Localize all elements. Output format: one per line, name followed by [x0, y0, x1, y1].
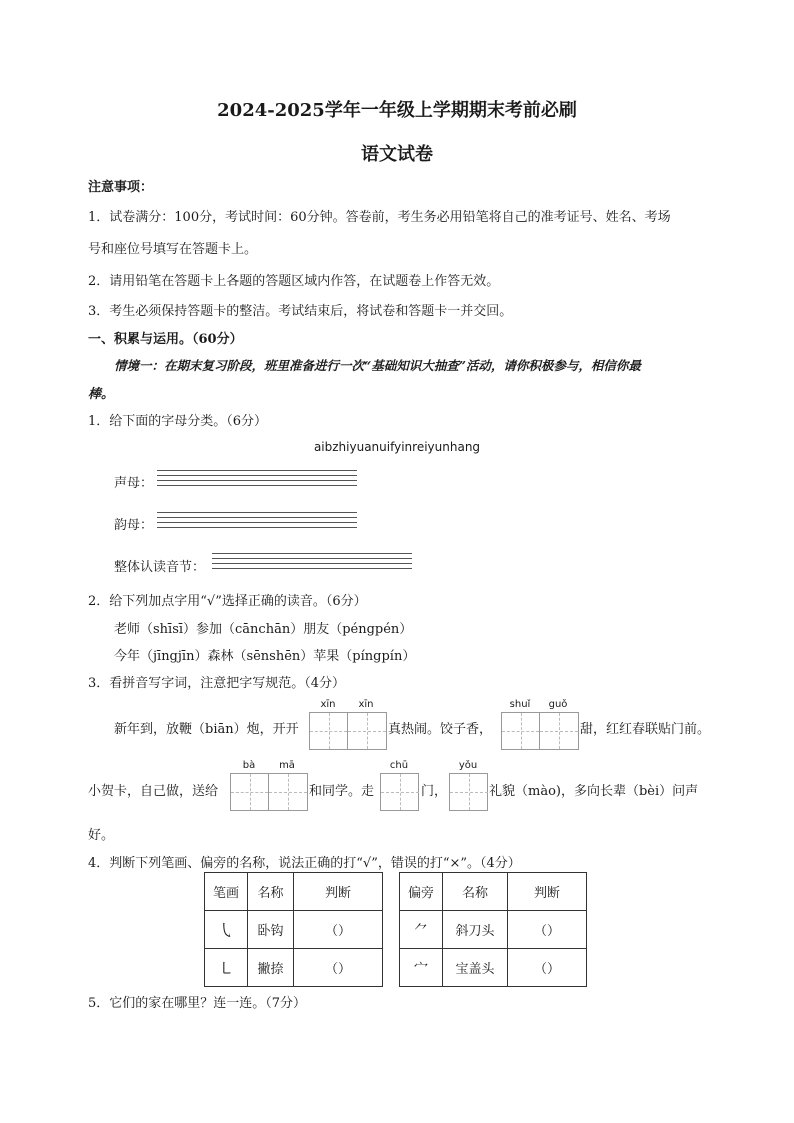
q3-text-1a: 新年到，放鞭（biān）炮，开开	[114, 722, 299, 737]
q3-text-2b: 和同学。走	[309, 784, 375, 799]
stroke-glyph-wogou: ㇂	[205, 911, 248, 949]
header-stroke: 笔画	[205, 873, 248, 911]
header-judge-left: 判断	[294, 873, 383, 911]
q3-text-1b: 真热闹。饺子香，	[388, 722, 493, 737]
header-radical: 偏旁	[400, 873, 443, 911]
q1-prompt: 1．给下面的字母分类。（6分）	[88, 414, 268, 429]
q4-table	[204, 872, 587, 987]
radical-glyph-xiedaotou: ⺈	[400, 911, 443, 949]
note-item-1b: 号和座位号填写在答题卡上。	[88, 242, 258, 257]
q3-prompt: 3．看拼音写字词，注意把字写规范。（4分）	[88, 676, 346, 691]
answer-lines-yunmu[interactable]	[157, 512, 357, 532]
stroke-name-wogou: 卧钩	[248, 911, 294, 949]
scenario-text-1: 情境一：在期末复习阶段，班里准备进行一次“基础知识大抽查”活动，请你积极参与，相信你最	[114, 358, 641, 373]
note-item-2: 2．请用铅笔在答题卡上各题的答题区域内作答，在试题卷上作答无效。	[88, 274, 500, 289]
label-shengmu: 声母：	[114, 476, 154, 491]
answer-lines-zhengti[interactable]	[212, 553, 412, 573]
header-name-left: 名称	[248, 873, 294, 911]
answer-lines-shengmu[interactable]	[157, 470, 357, 490]
judge-slot-piena[interactable]: （）	[294, 949, 383, 987]
radical-name-baogaitou: 宝盖头	[443, 949, 508, 987]
judge-slot-wogou[interactable]: （）	[294, 911, 383, 949]
page-title: 2024-2025学年一年级上学期期末考前必刷	[217, 100, 577, 121]
table-gap	[383, 873, 400, 911]
label-zhengti: 整体认读音节：	[114, 560, 206, 575]
judge-slot-xiedaotou[interactable]: （）	[508, 911, 587, 949]
note-item-1a: 1．试卷满分：100分，考试时间：60分钟。答卷前，考生务必用铅笔将自己的准考证号、姓名、考场	[88, 210, 671, 225]
section-heading: 一、积累与运用。（60分）	[88, 332, 243, 347]
judge-slot-baogaitou[interactable]: （）	[508, 949, 587, 987]
pinyin-ma: mā	[279, 760, 295, 771]
pinyin-you: yǒu	[458, 760, 478, 771]
q3-text-2a: 小贺卡，自己做，送给	[88, 784, 219, 799]
table-gap	[383, 949, 400, 987]
q3-text-2c: 门，	[421, 784, 448, 799]
write-grid-baba-mama[interactable]	[230, 773, 308, 811]
q3-text-1c: 甜，红红春联贴门前。	[580, 722, 711, 737]
pinyin-xin-2: xīn	[358, 699, 374, 710]
header-name-right: 名称	[443, 873, 508, 911]
pinyin-shui: shuǐ	[509, 699, 531, 710]
stroke-name-piena: 撇捺	[248, 949, 294, 987]
label-yunmu: 韵母：	[114, 518, 154, 533]
write-grid-xinxin[interactable]	[309, 712, 387, 750]
radical-glyph-baogaitou: 宀	[400, 949, 443, 987]
write-grid-shuiguo[interactable]	[501, 712, 579, 750]
q2-prompt: 2．给下列加点字用“√”选择正确的读音。（6分）	[88, 594, 367, 609]
q2-line-2: 今年（jīngjīn）森林（sēnshēn）苹果（píngpín）	[114, 649, 416, 664]
pinyin-chu: chū	[389, 760, 409, 771]
q1-letters: aibzhiyuanuifyinreiyunhang	[313, 440, 481, 454]
radical-name-xiedaotou: 斜刀头	[443, 911, 508, 949]
write-grid-chu[interactable]	[380, 773, 419, 811]
pinyin-guo: guǒ	[548, 699, 568, 710]
page-subtitle: 语文试卷	[361, 144, 433, 165]
pinyin-ba: bà	[242, 760, 256, 771]
header-judge-right: 判断	[508, 873, 587, 911]
q3-text-3: 好。	[88, 828, 115, 843]
q4-prompt: 4．判断下列笔画、偏旁的名称，说法正确的打“√”，错误的打“×”。（4分）	[88, 856, 521, 871]
stroke-glyph-piena: ㇄	[205, 949, 248, 987]
q2-line-1: 老师（shīsī）参加（cānchān）朋友（péngpén）	[114, 622, 413, 637]
pinyin-xin-1: xīn	[320, 699, 336, 710]
q5-prompt: 5．它们的家在哪里？连一连。（7分）	[88, 996, 307, 1011]
notes-heading: 注意事项：	[88, 180, 154, 195]
table-gap	[383, 911, 400, 949]
scenario-text-2: 棒。	[88, 387, 115, 402]
q3-text-2d: 礼貌（mào)，多向长辈（bèi）问声	[489, 784, 699, 799]
write-grid-you[interactable]	[449, 773, 488, 811]
note-item-3: 3．考生必须保持答题卡的整洁。考试结束后，将试卷和答题卡一并交回。	[88, 304, 513, 319]
